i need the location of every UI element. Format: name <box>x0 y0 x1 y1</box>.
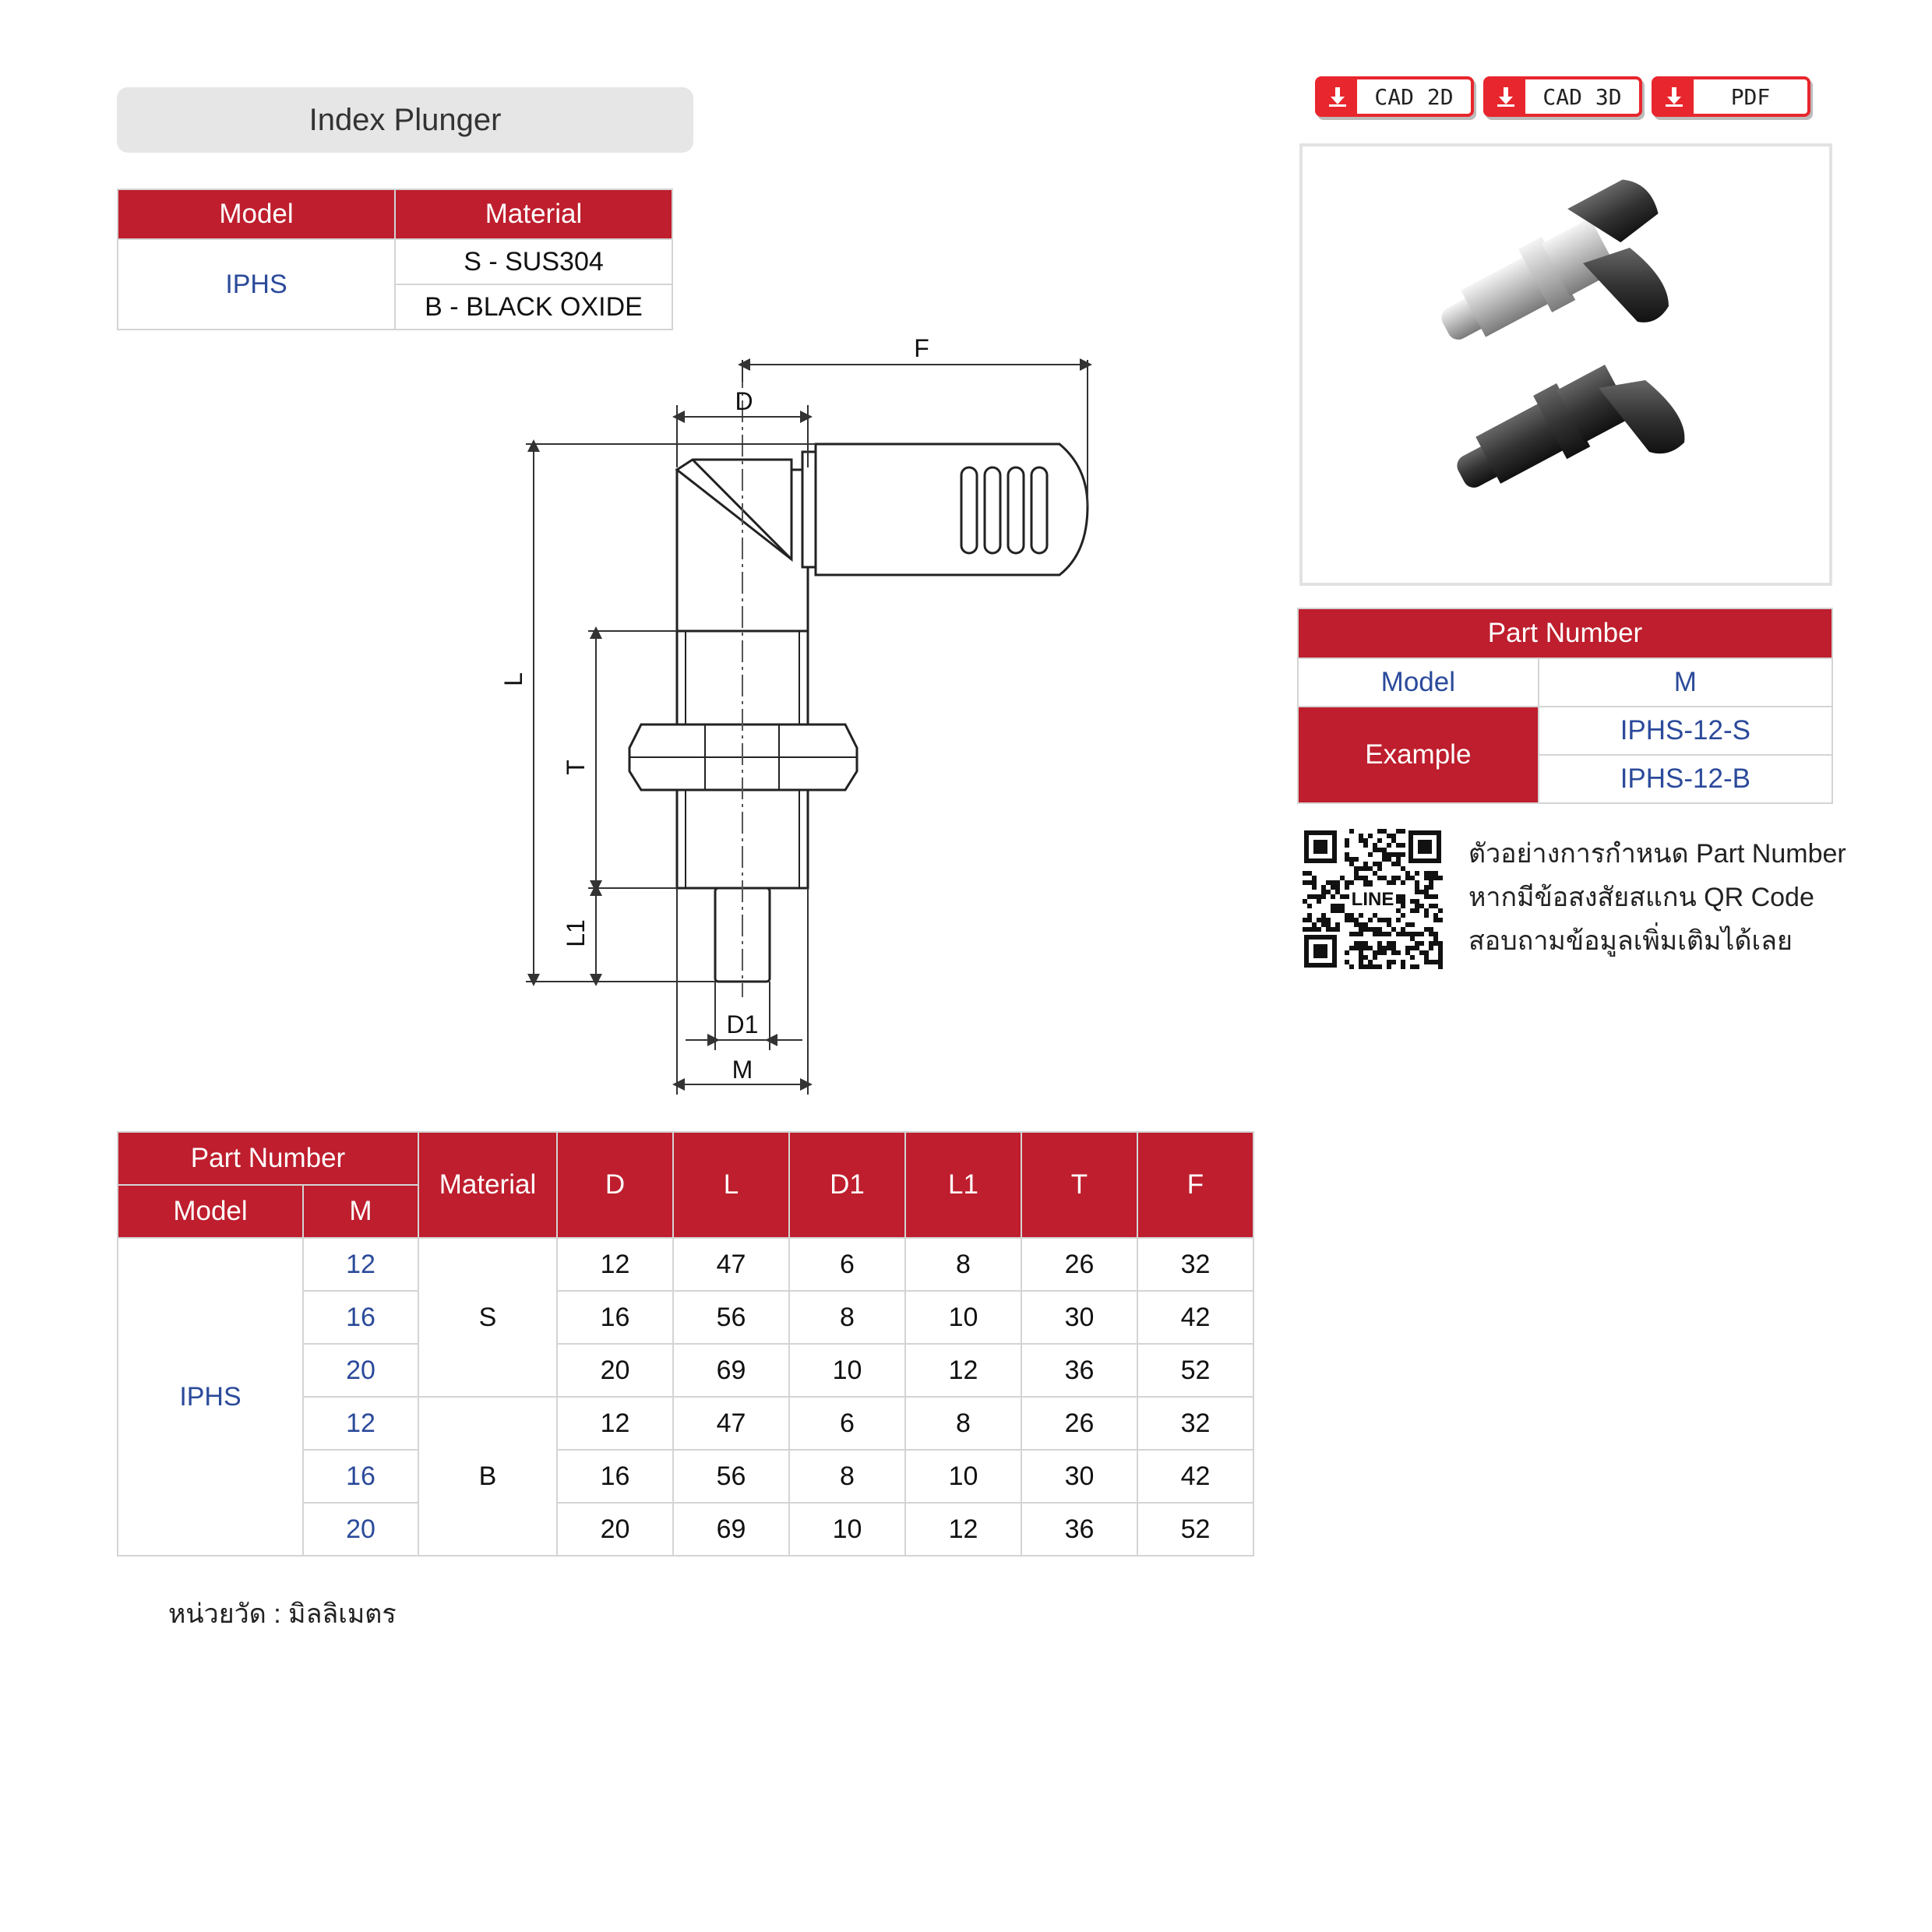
technical-drawing <box>499 327 1122 1098</box>
header-d: D <box>557 1132 673 1238</box>
download-label: CAD 2D <box>1374 83 1454 110</box>
col-model: Model <box>1298 658 1539 707</box>
row-material: S <box>418 1238 557 1397</box>
row-dimension-value: 36 <box>1021 1344 1137 1397</box>
qr-line: หากมีข้อสงสัยสแกน QR Code <box>1468 883 1814 912</box>
row-dimension-value: 10 <box>905 1291 1021 1344</box>
row-m: 20 <box>303 1344 418 1397</box>
example-part-number: IPHS-12-S <box>1539 707 1832 755</box>
header-material: Material <box>418 1132 557 1238</box>
row-dimension-value: 26 <box>1021 1238 1137 1291</box>
row-dimension-value: 56 <box>673 1291 789 1344</box>
row-dimension-value: 42 <box>1137 1291 1253 1344</box>
header-l1: L1 <box>905 1132 1021 1238</box>
qr-instructions <box>1468 832 1846 963</box>
row-dimension-value: 26 <box>1021 1397 1137 1450</box>
dim-label-d: D <box>735 387 753 415</box>
part-number-example-table <box>1297 608 1833 804</box>
row-dimension-value: 69 <box>673 1503 789 1556</box>
row-m: 20 <box>303 1503 418 1556</box>
header-part-number: Part Number <box>118 1132 418 1185</box>
part-number-header: Part Number <box>1298 608 1832 658</box>
row-dimension-value: 56 <box>673 1450 789 1503</box>
table-row <box>118 1238 1253 1291</box>
row-dimension-value: 20 <box>557 1344 673 1397</box>
row-dimension-value: 6 <box>789 1397 905 1450</box>
product-photo <box>1299 143 1832 586</box>
download-label: PDF <box>1730 83 1771 110</box>
header-f: F <box>1137 1132 1253 1238</box>
material-table <box>117 189 673 330</box>
qr-line: ตัวอย่างการกำหนด Part Number <box>1468 839 1846 869</box>
unit-note: หน่วยวัด : มิลลิเมตร <box>168 1599 397 1629</box>
material-table-header-model: Model <box>118 189 395 239</box>
row-dimension-value: 12 <box>905 1503 1021 1556</box>
download-cad-2d-button[interactable] <box>1315 76 1474 117</box>
row-dimension-value: 10 <box>905 1450 1021 1503</box>
download-cad-3d-button[interactable] <box>1483 76 1642 117</box>
download-icon <box>1655 79 1694 114</box>
row-m: 16 <box>303 1450 418 1503</box>
row-dimension-value: 16 <box>557 1291 673 1344</box>
example-label: Example <box>1298 707 1539 803</box>
row-dimension-value: 42 <box>1137 1450 1253 1503</box>
download-icon <box>1486 79 1525 114</box>
row-material: B <box>418 1397 557 1556</box>
dim-label-t: T <box>562 760 590 775</box>
download-icon <box>1318 79 1357 114</box>
qr-logo-text: LINE <box>1351 889 1394 910</box>
row-dimension-value: 36 <box>1021 1503 1137 1556</box>
row-dimension-value: 12 <box>557 1397 673 1450</box>
row-m: 12 <box>303 1238 418 1291</box>
row-dimension-value: 10 <box>789 1344 905 1397</box>
row-dimension-value: 8 <box>905 1238 1021 1291</box>
row-dimension-value: 10 <box>789 1503 905 1556</box>
row-dimension-value: 12 <box>557 1238 673 1291</box>
row-model: IPHS <box>118 1238 303 1556</box>
header-l: L <box>673 1132 789 1238</box>
qr-line: สอบถามข้อมูลเพิ่มเติมได้เลย <box>1468 926 1793 956</box>
col-m: M <box>1539 658 1832 707</box>
row-dimension-value: 52 <box>1137 1344 1253 1397</box>
header-model: Model <box>118 1185 303 1238</box>
material-table-header-material: Material <box>395 189 672 239</box>
row-dimension-value: 30 <box>1021 1450 1137 1503</box>
row-dimension-value: 47 <box>673 1397 789 1450</box>
row-dimension-value: 8 <box>789 1450 905 1503</box>
row-dimension-value: 32 <box>1137 1238 1253 1291</box>
row-dimension-value: 20 <box>557 1503 673 1556</box>
dimension-table <box>117 1131 1254 1557</box>
row-dimension-value: 69 <box>673 1344 789 1397</box>
download-pdf-button[interactable] <box>1652 76 1810 117</box>
row-dimension-value: 16 <box>557 1450 673 1503</box>
row-m: 12 <box>303 1397 418 1450</box>
material-option-s: S - SUS304 <box>395 239 672 284</box>
page-title: Index Plunger <box>117 87 693 153</box>
row-dimension-value: 30 <box>1021 1291 1137 1344</box>
download-label: CAD 3D <box>1542 83 1622 110</box>
dim-label-l: L <box>499 672 527 686</box>
row-dimension-value: 12 <box>905 1344 1021 1397</box>
header-d1: D1 <box>789 1132 905 1238</box>
line-qr-code[interactable] <box>1303 829 1443 969</box>
dim-label-m: M <box>732 1056 753 1084</box>
row-dimension-value: 47 <box>673 1238 789 1291</box>
row-dimension-value: 6 <box>789 1238 905 1291</box>
dim-label-f: F <box>914 334 929 362</box>
row-dimension-value: 32 <box>1137 1397 1253 1450</box>
dim-label-d1: D1 <box>726 1010 759 1038</box>
row-m: 16 <box>303 1291 418 1344</box>
row-dimension-value: 8 <box>905 1397 1021 1450</box>
row-dimension-value: 52 <box>1137 1503 1253 1556</box>
dim-label-l1: L1 <box>562 919 590 947</box>
material-option-b: B - BLACK OXIDE <box>395 284 672 330</box>
header-t: T <box>1021 1132 1137 1238</box>
row-dimension-value: 8 <box>789 1291 905 1344</box>
material-table-model: IPHS <box>118 239 395 330</box>
example-part-number: IPHS-12-B <box>1539 755 1832 803</box>
header-m: M <box>303 1185 418 1238</box>
